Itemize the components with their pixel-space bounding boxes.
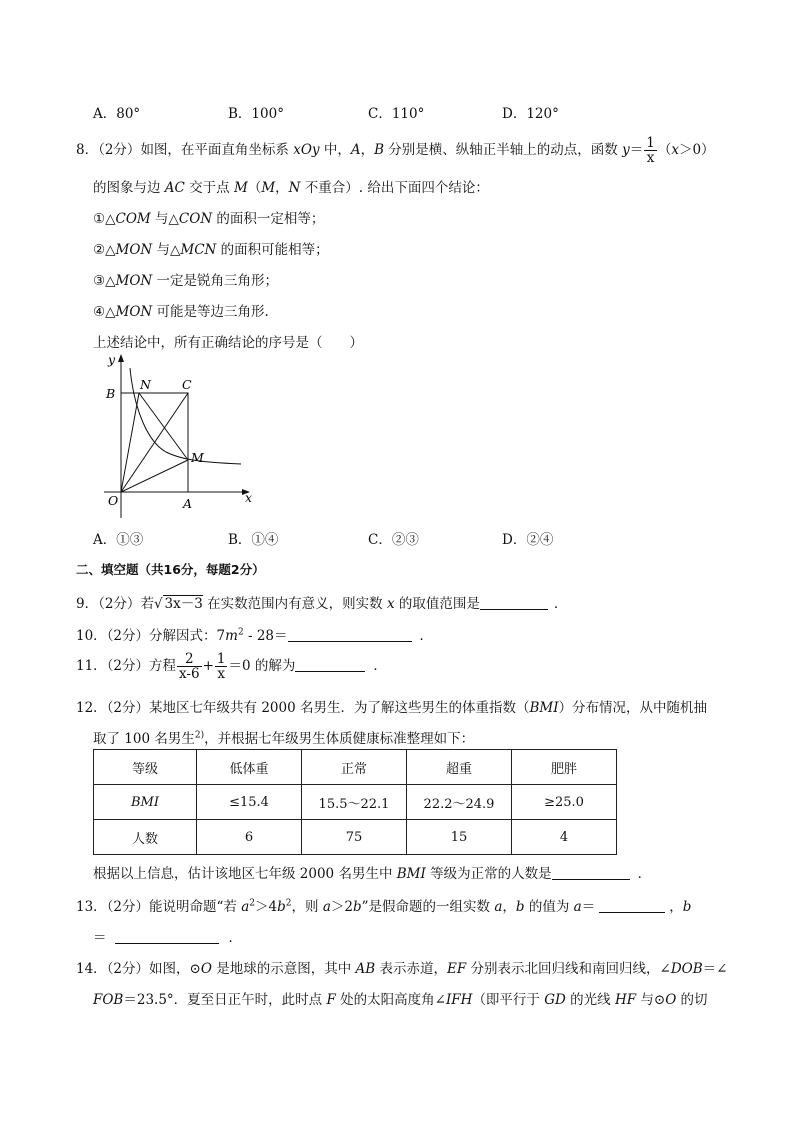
table-cell: 6 (197, 820, 302, 855)
q7-option-b: B．100° (228, 106, 284, 122)
table-cell: ≥25.0 (512, 785, 617, 820)
table-header: 正常 (302, 750, 407, 785)
table-cell: BMI (94, 785, 197, 820)
label-c: C (182, 377, 192, 392)
table-header: 超重 (407, 750, 512, 785)
q8-option-b: B．①④ (228, 532, 279, 548)
table-row (94, 750, 617, 785)
label-b: B (106, 386, 116, 401)
y-axis-arrow (118, 354, 124, 362)
q13-line2: ＝ ． (93, 930, 242, 946)
table-cell: ≤15.4 (197, 785, 302, 820)
q8-option-d: D．②④ (502, 532, 554, 548)
table-header: 肥胖 (512, 750, 617, 785)
bmi-table (93, 749, 617, 855)
q11: 11．（2分）方程 $\frac{2}{x-6}$ + $\frac{1}{x}$ ＝0 的解为 ． (76, 651, 387, 682)
q8-fraction: $\frac{1}{x}$ (646, 135, 655, 166)
q7-option-a: A．80° (93, 106, 141, 122)
q8-line2: 的图象与边 AC 交于点 M（M，N 不重合）. 给出下面四个结论： (93, 180, 489, 196)
label-a: A (183, 496, 193, 511)
q12-line3: 根据以上信息，估计该地区七年级 2000 名男生中 BMI 等级为正常的人数是 ． (93, 866, 652, 882)
table-cell: 15 (407, 820, 512, 855)
q7-option-d: D．120° (502, 106, 559, 122)
q13-line1: 13．（2分）能说明命题“若 $a^2>4b^2$，则 a＞2b”是假命题的一组实数 a，b 的值为 a＝ ，b (76, 898, 692, 915)
q11-fraction-1: $\frac{2}{x-6}$ (179, 651, 200, 682)
q8-line1: 8．（2分）如图，在平面直角坐标系 xOy 中，A，B 分别是横、纵轴正半轴上的动点，函数 y＝ $\frac{1}{x}$ （x＞0） (76, 135, 715, 166)
q13-answer-blank-a (599, 898, 665, 913)
table-row (94, 820, 617, 855)
q8-question: 上述结论中，所有正确结论的序号是（ ） (93, 335, 363, 351)
section-title: 二、填空题（共16分，每题2分） (76, 562, 265, 577)
q8-conclusion-2: ②△MON 与△MCN 的面积可能相等； (93, 242, 329, 258)
q12-line1: 12．（2分）某地区七年级共有 2000 名男生．为了解这些男生的体重指数（BMI）分布情况，从中随机抽 (76, 700, 708, 716)
q9: 9．（2分）若√ 3x－3 在实数范围内有意义，则实数 x 的取值范围是 ． (76, 596, 568, 612)
table-header: 等级 (94, 750, 197, 785)
segment-on (121, 393, 139, 492)
label-y: y (108, 352, 116, 367)
q8-option-a: A．①③ (93, 532, 144, 548)
table-header: 低体重 (197, 750, 302, 785)
q14-line1: 14．（2分）如图，⊙O 是地球的示意图，其中 AB 表示赤道，EF 分别表示北回归线和南回归线，∠DOB＝∠ (76, 961, 728, 977)
q11-answer-blank (295, 657, 365, 672)
q8-figure (96, 350, 266, 520)
q9-radicand: 3x－3 (164, 596, 203, 612)
q13-answer-blank-b (115, 929, 219, 944)
table-cell: 15.5～22.1 (302, 785, 407, 820)
table-row (94, 785, 617, 820)
label-m: M (191, 450, 204, 465)
q8-option-c: C．②③ (368, 532, 419, 548)
table-cell: 22.2～24.9 (407, 785, 512, 820)
table-cell: 人数 (94, 820, 197, 855)
q10: 10．（2分）分解因式：$7m^2 - 28=$ ． (76, 627, 433, 644)
q12-line2: 取了 100 名男生$^{2)}$，并根据七年级男生体质健康标准整理如下： (93, 730, 475, 747)
label-x: x (245, 490, 253, 505)
label-o: O (108, 493, 119, 508)
q14-line2: FOB＝23.5°．夏至日正午时，此时点 F 处的太阳高度角∠IFH（即平行于 GD 的光线 HF 与⊙O 的切 (93, 992, 708, 1008)
q12-answer-blank (552, 865, 630, 880)
q9-answer-blank (480, 595, 548, 610)
q10-answer-blank (288, 627, 412, 642)
q8-conclusion-4: ④△MON 可能是等边三角形. (93, 304, 269, 320)
q8-conclusion-1: ①△COM 与△CON 的面积一定相等； (93, 211, 325, 227)
segment-om (121, 460, 188, 492)
q11-fraction-2: $\frac{1}{x}$ (216, 651, 226, 682)
q8-conclusion-3: ③△MON 一定是锐角三角形； (93, 273, 278, 289)
label-n: N (140, 377, 151, 392)
table-cell: 75 (302, 820, 407, 855)
table-cell: 4 (512, 820, 617, 855)
q7-option-c: C．110° (368, 106, 425, 122)
